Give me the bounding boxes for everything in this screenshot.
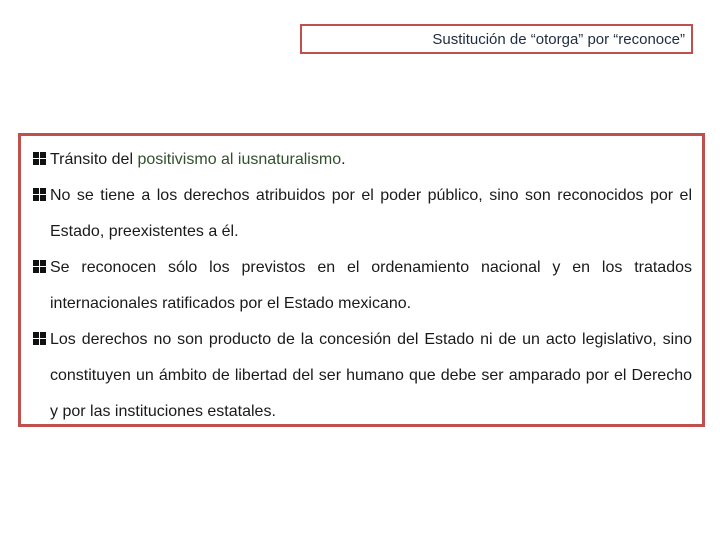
bullet-text-prefix: Tránsito del	[50, 151, 138, 168]
q-square-bullet-icon	[33, 332, 48, 347]
bullet-text: Se reconocen sólo los previstos en el ordenamiento nacional y en los tratados internacionales ratificados por el Estado mexicano.	[50, 259, 692, 312]
bullet-highlight: positivismo al iusnaturalismo	[137, 151, 342, 168]
slide-title-box	[300, 24, 693, 54]
slide-title: Sustitución de “otorga” por “reconoce”	[432, 30, 685, 48]
bullet-item	[33, 178, 692, 250]
q-square-bullet-icon	[33, 188, 48, 203]
bullet-text: Los derechos no son producto de la concesión del Estado ni de un acto legislativo, sino constituyen un ámbito de libertad del ser humano que debe ser amparado por el Derecho y por las instituciones estatales.	[50, 331, 692, 420]
bullet-item	[33, 250, 692, 322]
bullet-text-suffix: .	[341, 151, 346, 168]
bullet-text: No se tiene a los derechos atribuidos por el poder público, sino son reconocidos por el Estado, preexistentes a él.	[50, 187, 692, 240]
bullet-item	[33, 142, 692, 178]
bullet-item	[33, 322, 692, 430]
q-square-bullet-icon	[33, 260, 48, 275]
content-box	[18, 133, 705, 427]
q-square-bullet-icon	[33, 152, 48, 167]
